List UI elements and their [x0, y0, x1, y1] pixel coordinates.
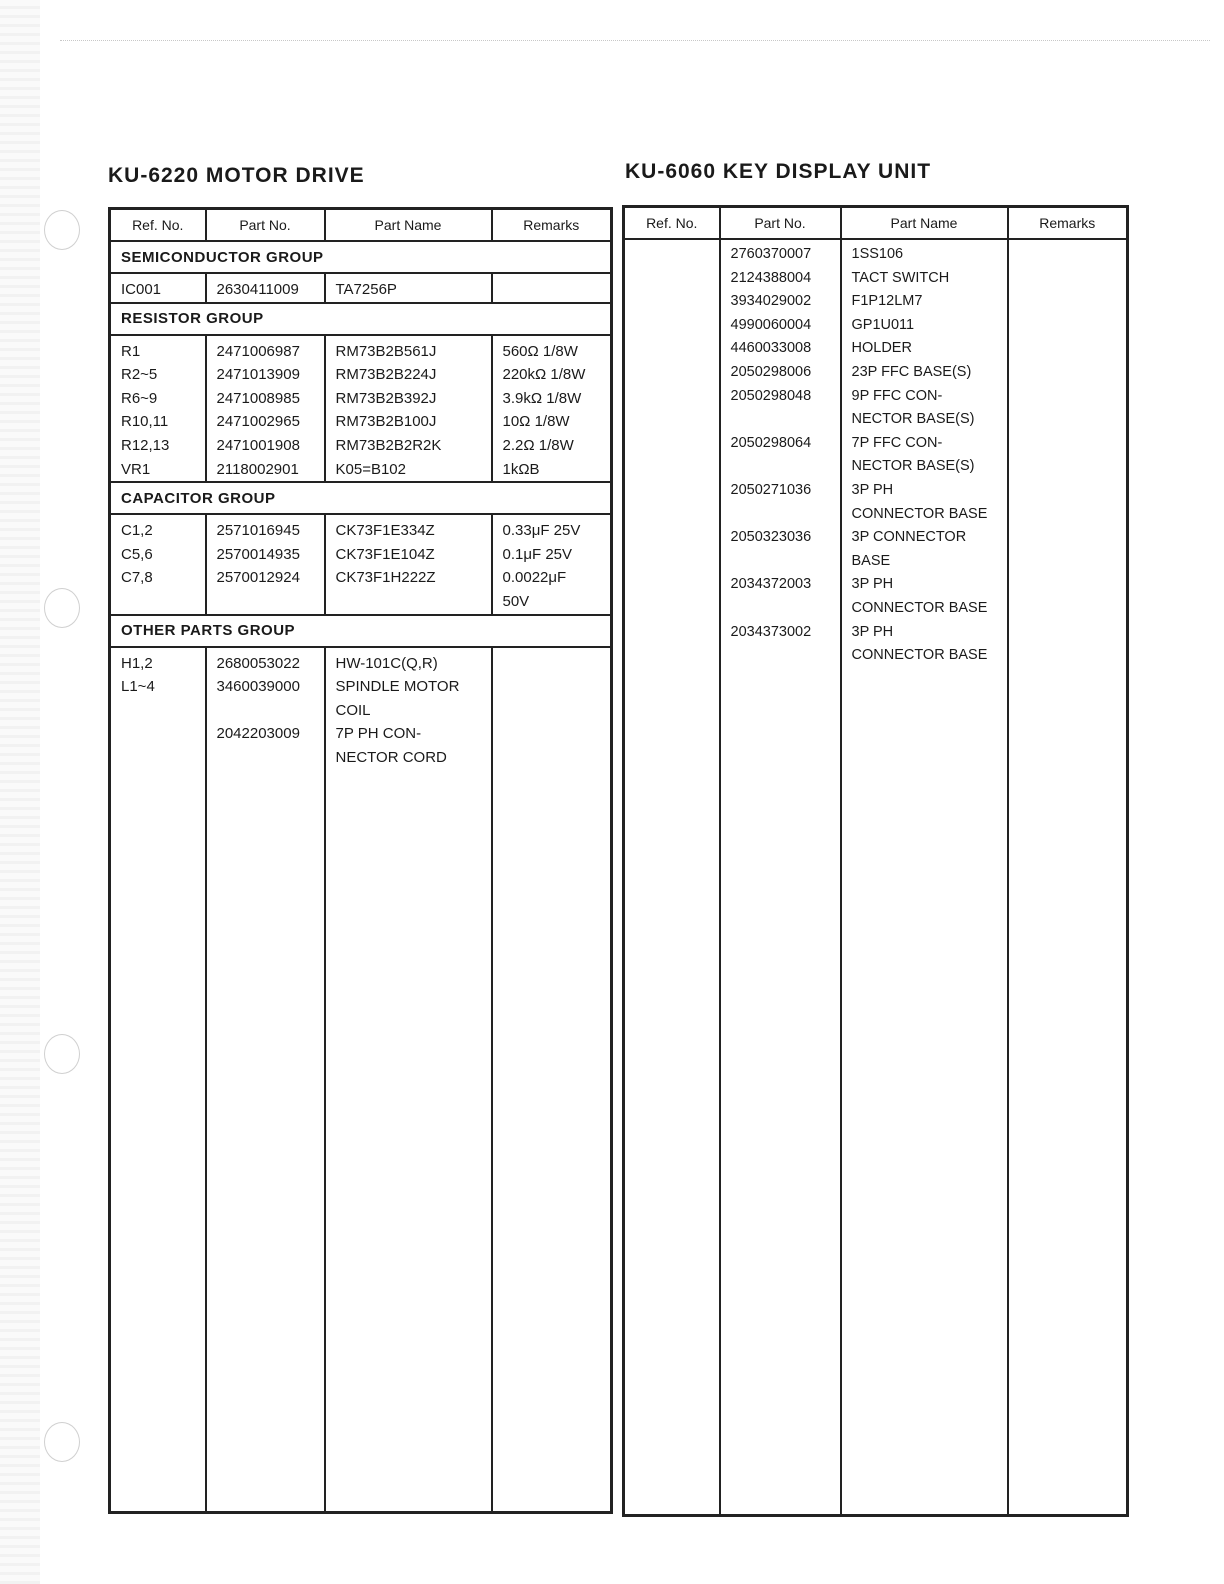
- group-heading: RESISTOR GROUP: [110, 303, 612, 335]
- remarks: [1019, 314, 1117, 338]
- part-name: NECTOR BASE(S): [851, 458, 975, 475]
- part-name-cell: [841, 239, 1008, 1515]
- header-ref-no: Ref. No.: [624, 207, 720, 240]
- part-name: CONNECTOR BASE: [851, 599, 988, 616]
- part-no: 2680053022: [216, 654, 300, 672]
- part-no: [731, 597, 830, 621]
- part-no: [731, 644, 830, 668]
- ref-no: [635, 621, 709, 645]
- part-no: 2050323036: [730, 529, 812, 546]
- ref-no: [635, 597, 709, 621]
- remarks: [1019, 644, 1117, 668]
- group-heading: CAPACITOR GROUP: [110, 482, 612, 514]
- part-name: CONNECTOR BASE: [851, 647, 988, 664]
- part-no: [731, 503, 830, 527]
- ref-no: [635, 526, 709, 550]
- part-name: 3P CONNECTOR: [851, 529, 967, 546]
- part-name: RM73B2B2R2K: [335, 436, 442, 454]
- ref-no: [635, 479, 709, 503]
- remarks: [503, 675, 601, 699]
- remarks: [503, 746, 601, 770]
- part-no: 2471006987: [216, 342, 300, 360]
- part-no: 2050271036: [730, 481, 812, 498]
- part-no-cell: [206, 273, 325, 303]
- remarks: [1019, 432, 1117, 456]
- part-name-cell: [325, 273, 492, 303]
- part-name: F1P12LM7: [851, 293, 923, 310]
- part-no: 2050298006: [730, 363, 812, 380]
- remarks: [1019, 267, 1117, 291]
- remarks: [1019, 526, 1117, 550]
- remarks: 10Ω 1/8W: [502, 413, 570, 431]
- remarks: [1019, 621, 1117, 645]
- part-no: 2124388004: [730, 269, 812, 286]
- remarks: [1019, 337, 1117, 361]
- header-part-no: Part No.: [720, 207, 841, 240]
- part-no: 2471013909: [216, 366, 300, 384]
- remarks: [503, 278, 601, 302]
- part-name-cell: [325, 514, 492, 614]
- ref-no: [635, 432, 709, 456]
- punch-hole: [44, 1034, 80, 1074]
- part-no: [731, 408, 830, 432]
- ref-no: [635, 644, 709, 668]
- part-no: 2571016945: [216, 522, 300, 540]
- part-no: 3460039000: [216, 678, 300, 696]
- remarks: 3.9kΩ 1/8W: [502, 389, 582, 407]
- remarks: 2.2Ω 1/8W: [502, 436, 574, 454]
- part-no: 2760370007: [730, 246, 812, 262]
- header-ref-no: Ref. No.: [110, 209, 206, 242]
- part-no: 2050298048: [730, 387, 812, 404]
- part-name: 23P FFC BASE(S): [851, 363, 972, 380]
- punch-hole: [44, 588, 80, 628]
- ref-no: [635, 573, 709, 597]
- part-no: 3934029002: [730, 293, 812, 310]
- binding-edge: [0, 0, 40, 1584]
- part-name: CONNECTOR BASE: [851, 505, 988, 522]
- part-name: 9P FFC CON-: [851, 387, 943, 404]
- table-row: [110, 514, 612, 614]
- header-part-name: Part Name: [325, 209, 492, 242]
- part-no: [731, 550, 830, 574]
- remarks: 0.1μF 25V: [502, 545, 573, 563]
- remarks: [1019, 503, 1117, 527]
- remarks: 0.0022μF: [502, 569, 567, 587]
- motor-drive-parts-table: [108, 207, 613, 1514]
- part-name: 3P PH: [851, 623, 894, 640]
- remarks: [1019, 361, 1117, 385]
- part-no: 4990060004: [730, 316, 812, 333]
- punch-hole: [44, 210, 80, 250]
- remarks-cell: [492, 335, 612, 483]
- part-no: 2118002901: [216, 460, 299, 478]
- ref-no-cell: [624, 239, 720, 1515]
- left-section-title: KU-6220 MOTOR DRIVE: [108, 164, 365, 187]
- ref-no-cell: [110, 335, 206, 483]
- remarks: 220kΩ 1/8W: [502, 366, 586, 384]
- key-display-parts-table: [622, 205, 1129, 1517]
- part-no: [731, 455, 830, 479]
- part-name: SPINDLE MOTOR: [335, 678, 460, 696]
- part-no: 2570014935: [216, 545, 300, 563]
- part-name: 3P PH: [851, 576, 894, 593]
- ref-no: VR1: [121, 460, 151, 478]
- part-no-cell: [720, 239, 841, 1515]
- part-name: [336, 590, 481, 614]
- header-remarks: Remarks: [1008, 207, 1128, 240]
- part-no: 2630411009: [216, 281, 299, 298]
- part-name: COIL: [335, 701, 371, 719]
- ref-no: [635, 267, 709, 291]
- ref-no: C5,6: [121, 545, 153, 563]
- part-name: HOLDER: [851, 340, 912, 357]
- table-row: [624, 239, 1128, 1515]
- table-header-row: [110, 209, 612, 242]
- table-header-row: [624, 207, 1128, 240]
- part-name-cell: [325, 647, 492, 1513]
- part-name: CK73F1E104Z: [335, 545, 435, 563]
- part-name: RM73B2B561J: [335, 342, 437, 360]
- ref-no: [635, 243, 709, 267]
- part-name: NECTOR CORD: [335, 748, 447, 766]
- ref-no: H1,2: [121, 654, 153, 672]
- remarks: 1kΩB: [502, 460, 540, 478]
- group-heading: SEMICONDUCTOR GROUP: [110, 241, 612, 273]
- ref-no: R2~5: [121, 366, 158, 384]
- ref-no: [635, 337, 709, 361]
- part-name: 7P FFC CON-: [851, 434, 943, 451]
- remarks-cell: [492, 647, 612, 1513]
- ref-no: [635, 290, 709, 314]
- ref-no: [635, 408, 709, 432]
- remarks-cell: [1008, 239, 1128, 1515]
- ref-no: R10,11: [121, 413, 169, 431]
- ref-no: C7,8: [121, 569, 153, 587]
- part-name: RM73B2B392J: [335, 389, 437, 407]
- table-row: [110, 273, 612, 303]
- ref-no: R12,13: [121, 436, 170, 454]
- part-no: 2050298064: [730, 434, 812, 451]
- ref-no: [121, 746, 195, 770]
- ref-no: [635, 361, 709, 385]
- remarks: [1019, 479, 1117, 503]
- part-name-cell: [325, 335, 492, 483]
- table-row: [110, 647, 612, 1513]
- header-part-name: Part Name: [841, 207, 1008, 240]
- part-no: [217, 746, 314, 770]
- remarks: [1019, 243, 1117, 267]
- remarks: [1019, 455, 1117, 479]
- ref-no: R6~9: [121, 389, 158, 407]
- part-name: HW-101C(Q,R): [335, 654, 438, 672]
- ref-no: [121, 590, 195, 614]
- remarks: [1019, 408, 1117, 432]
- header-part-no: Part No.: [206, 209, 325, 242]
- part-name: 1SS106: [851, 246, 904, 262]
- remarks: 0.33μF 25V: [502, 522, 581, 540]
- ref-no-cell: [110, 647, 206, 1513]
- part-no: 2471001908: [216, 436, 300, 454]
- part-no-cell: [206, 647, 325, 1513]
- group-heading: OTHER PARTS GROUP: [110, 615, 612, 647]
- ref-no: IC001: [121, 281, 162, 298]
- part-name: CK73F1H222Z: [335, 569, 436, 587]
- part-name: GP1U011: [851, 316, 915, 333]
- part-name: NECTOR BASE(S): [851, 411, 975, 428]
- remarks: [1019, 550, 1117, 574]
- part-no: 2471008985: [216, 389, 300, 407]
- remarks: [503, 699, 601, 723]
- part-no-cell: [206, 335, 325, 483]
- ref-no: L1~4: [121, 678, 155, 696]
- remarks: [503, 722, 601, 746]
- ref-no: R1: [121, 342, 141, 360]
- part-name: 3P PH: [851, 481, 894, 498]
- part-name: RM73B2B100J: [335, 413, 437, 431]
- table-row: [110, 335, 612, 483]
- ref-no-cell: [110, 514, 206, 614]
- part-name: RM73B2B224J: [335, 366, 437, 384]
- top-rule: [60, 40, 1210, 41]
- remarks: [1019, 573, 1117, 597]
- part-no: [217, 699, 314, 723]
- part-name: TACT SWITCH: [851, 269, 950, 286]
- ref-no-cell: [110, 273, 206, 303]
- part-name: K05=B102: [335, 460, 406, 478]
- part-no: 4460033008: [730, 340, 812, 357]
- part-name: BASE: [851, 552, 891, 569]
- remarks: 560Ω 1/8W: [502, 342, 578, 360]
- ref-no: [635, 550, 709, 574]
- part-no: 2034373002: [730, 623, 812, 640]
- remarks-cell: [492, 514, 612, 614]
- ref-no: [635, 314, 709, 338]
- part-name: 7P PH CON-: [335, 725, 422, 743]
- ref-no: C1,2: [121, 522, 153, 540]
- part-no: 2570012924: [216, 569, 300, 587]
- header-remarks: Remarks: [492, 209, 612, 242]
- remarks: [1019, 385, 1117, 409]
- remarks: [1019, 597, 1117, 621]
- part-no: 2471002965: [216, 413, 300, 431]
- part-name: TA7256P: [335, 281, 397, 298]
- ref-no: [121, 699, 195, 723]
- part-no: 2042203009: [216, 725, 300, 743]
- ref-no: [635, 385, 709, 409]
- remarks: 50V: [502, 592, 530, 610]
- ref-no: [121, 722, 195, 746]
- remarks: [1019, 290, 1117, 314]
- ref-no: [635, 455, 709, 479]
- part-no-cell: [206, 514, 325, 614]
- right-section-title: KU-6060 KEY DISPLAY UNIT: [625, 160, 932, 183]
- part-no: [217, 590, 314, 614]
- part-name: CK73F1E334Z: [335, 522, 435, 540]
- ref-no: [635, 503, 709, 527]
- remarks: [503, 652, 601, 676]
- punch-hole: [44, 1422, 80, 1462]
- part-no: 2034372003: [730, 576, 812, 593]
- remarks-cell: [492, 273, 612, 303]
